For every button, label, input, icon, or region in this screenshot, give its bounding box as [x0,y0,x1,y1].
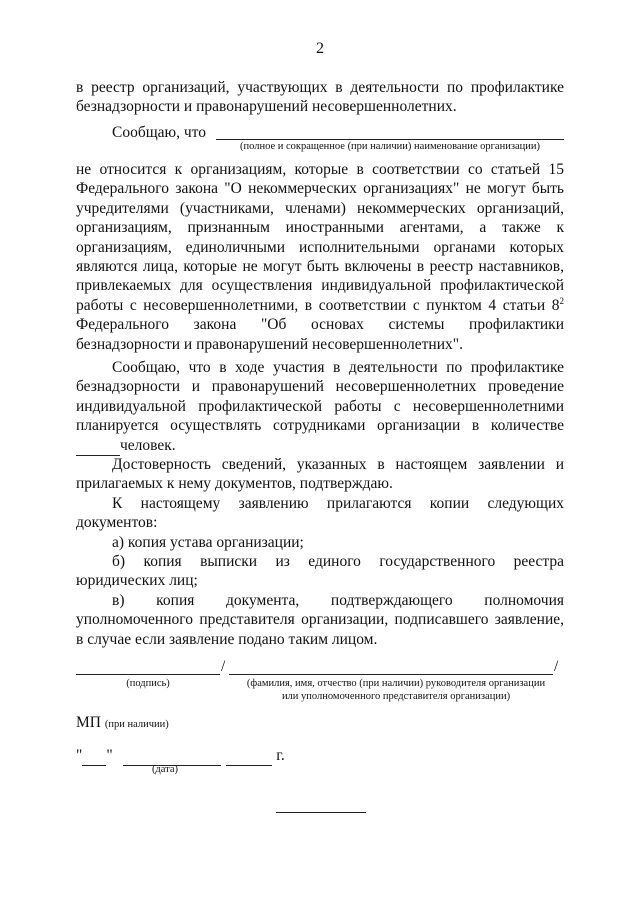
paragraph-authenticity [76,455,564,494]
date-year-field[interactable] [226,747,272,766]
paragraph-authenticity-text: Достоверность сведений, указанных в настоящем заявлении и прилагаемых к нему документов, подтверждаю. [76,456,564,493]
mp-note: (при наличии) [104,719,169,730]
org-name-field[interactable] [216,139,564,140]
bottom-separator [276,812,366,813]
date-quote-open: " [76,747,83,764]
paragraph-not-related [76,160,564,354]
page-number: 2 [316,40,324,57]
signature-field[interactable] [76,674,220,675]
paragraph-not-related-text: не относится к организациям, которые в соответствии со статьей 15 Федерального закона "О некоммерческих организациях" не могут быть учредителями (участниками, членами) некоммерческих организаций, организациям, признанным иностранными агентами, а также к организациям, единоличными исполнительными органами которых являются лица, которые не могут быть включены в реестр наставников, привлекаемых для осуществления индивидуальной профилактической работы с несовершеннолетними, в соответствии с пунктом 4 статьи 8 [76,161,564,314]
date-quote-close: " [106,747,113,764]
fio-slash: / [554,658,559,675]
date-day-field[interactable] [82,747,106,766]
org-name-caption: (полное и сокращенное (при наличии) наименование организации) [240,141,540,152]
signature-caption: (подпись) [126,678,170,689]
fio-caption-line-1: (фамилия, имя, отчество (при наличии) руководителя организации [246,678,546,689]
report-label: Сообщаю, что [112,124,206,141]
date-caption: (дата) [151,764,179,775]
persons-count-field[interactable] [76,436,120,456]
fio-caption-line-2: или уполномоченного представителя организации) [281,691,511,702]
fio-field[interactable] [229,674,553,675]
paragraph-intro: в реестр организаций, участвующих в деятельности по профилактике безнадзорности и правонарушений несовершеннолетних. [76,79,564,116]
paragraph-not-related-tail: Федерального закона "Об основах системы профилактики безнадзорности и правонарушений несовершеннолетних". [76,316,564,353]
paragraph-attached-text: К настоящему заявлению прилагаются копии следующих документов: [76,495,564,532]
document-item-b-text: б) копия выписки из единого государственного реестра юридических лиц; [76,553,564,590]
persons-word: человек. [120,436,176,454]
superscript-2: 2 [559,295,564,306]
mp-label: МП [76,714,101,731]
year-suffix: г. [276,747,285,764]
document-item-a [76,533,564,552]
document-item-c-text: в) копия документа, подтверждающего полномочия уполномоченного представителя организации, подписавшего заявление, в случае если заявление подано таким лицом. [76,592,564,648]
paragraph-participation-text: Сообщаю, что в ходе участия в деятельности по профилактике безнадзорности и правонарушений несовершеннолетних проведение индивидуальной профилактической работы с несовершеннолетними планируется осуществлять сотрудниками организации в количестве [76,359,564,435]
paragraph-participation [76,358,564,456]
seal-label [76,714,169,732]
paragraph-attached [76,494,564,533]
document-item-b [76,552,564,591]
document-item-c [76,591,564,649]
document-item-a-text: а) копия устава организации; [112,534,304,551]
signature-slash: / [221,658,226,675]
